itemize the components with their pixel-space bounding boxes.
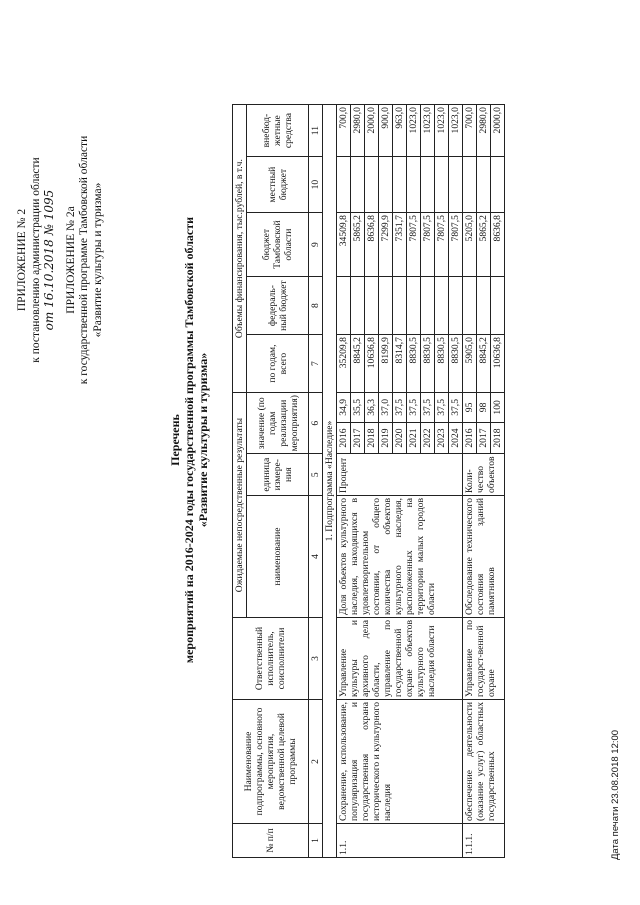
- handwritten-date-number: от 16.10.2018 № 1095: [42, 189, 56, 331]
- year-cell: 2016: [337, 422, 351, 454]
- federal-cell: [407, 277, 421, 335]
- local-cell: [463, 157, 477, 213]
- total-cell: 8199,9: [379, 335, 393, 393]
- document-title: [168, 0, 210, 880]
- regional-cell: 8636,8: [365, 213, 379, 277]
- total-cell: 5905,0: [463, 335, 477, 393]
- value-cell: 34,9: [337, 393, 351, 423]
- header-fin-federal: федераль-ный бюджет: [247, 277, 309, 335]
- local-cell: [351, 157, 365, 213]
- title-line2: мероприятий на 2016-2024 годы государственной программы Тамбовской области: [182, 216, 196, 664]
- extra-cell: 2000,0: [365, 105, 379, 157]
- federal-cell: [393, 277, 407, 335]
- header-res-name: наименование: [247, 496, 309, 618]
- row-result: Доля объектов культурного наследия, находящихся в удовлетворительном состоянии, от общего количества объектов культурного наследия, расположенных на территории малых городов области: [337, 496, 463, 618]
- row-1-1: [337, 105, 463, 858]
- row-unit: Процент: [337, 454, 463, 496]
- total-cell: 8314,7: [393, 335, 407, 393]
- local-cell: [435, 157, 449, 213]
- value-cell: 37,5: [407, 393, 421, 423]
- federal-cell: [337, 277, 351, 335]
- row-result: Обследование технического состояния зданий памятников: [463, 496, 505, 618]
- federal-cell: [463, 277, 477, 335]
- extra-cell: 2980,0: [477, 105, 491, 157]
- federal-cell: [365, 277, 379, 335]
- year-row: [463, 105, 477, 858]
- local-cell: [379, 157, 393, 213]
- value-cell: 36,3: [365, 393, 379, 423]
- appendix2-label: ПРИЛОЖЕНИЕ № 2а: [64, 206, 77, 314]
- regional-cell: 7351,7: [393, 213, 407, 277]
- regional-cell: 8636,8: [491, 213, 505, 277]
- extra-cell: 700,0: [463, 105, 477, 157]
- value-cell: 98: [477, 393, 491, 423]
- local-cell: [393, 157, 407, 213]
- local-cell: [477, 157, 491, 213]
- federal-cell: [491, 277, 505, 335]
- local-cell: [421, 157, 435, 213]
- header-fin-local: местный бюджет: [247, 157, 309, 213]
- regional-cell: 5205,0: [463, 213, 477, 277]
- print-date: Дата печати 23.08.2018 12:00: [610, 729, 621, 860]
- regional-cell: 7807,5: [435, 213, 449, 277]
- local-cell: [449, 157, 463, 213]
- value-cell: 35,5: [351, 393, 365, 423]
- col-number: 2: [309, 700, 323, 824]
- row-responsible: Управление культуры и архивного дела области, управление по государственной охране объектов культурного наследия области: [337, 618, 463, 700]
- program-name: «Развитие культуры и туризма»: [91, 182, 104, 338]
- total-cell: 8830,5: [407, 335, 421, 393]
- header-expected: Ожидаемые непосредственные результаты: [233, 393, 247, 618]
- federal-cell: [351, 277, 365, 335]
- header-financing: Объемы финансирования, тыс.рублей, в т.ч.: [233, 105, 247, 393]
- row-unit: Коли-чество объектов: [463, 454, 505, 496]
- federal-cell: [449, 277, 463, 335]
- regional-cell: 5865,2: [351, 213, 365, 277]
- extra-cell: 700,0: [337, 105, 351, 157]
- total-cell: 8845,2: [351, 335, 365, 393]
- col-number: 8: [309, 277, 323, 335]
- year-cell: 2019: [379, 422, 393, 454]
- total-cell: 10636,8: [365, 335, 379, 393]
- federal-cell: [379, 277, 393, 335]
- subprogram-title: 1. Подпрограмма «Наследие»: [323, 105, 337, 858]
- extra-cell: 2000,0: [491, 105, 505, 157]
- row-responsible: Управление по государст-венной охране: [463, 618, 505, 700]
- title-line3: «Развитие культуры и туризма»: [196, 352, 210, 528]
- local-cell: [491, 157, 505, 213]
- federal-cell: [421, 277, 435, 335]
- total-cell: 8830,5: [435, 335, 449, 393]
- header-num: № п/п: [233, 824, 309, 858]
- regional-cell: 5865,2: [477, 213, 491, 277]
- col-number: 10: [309, 157, 323, 213]
- col-number: 1: [309, 824, 323, 858]
- extra-cell: 900,0: [379, 105, 393, 157]
- year-row: [337, 105, 351, 858]
- extra-cell: 2980,0: [351, 105, 365, 157]
- header-res-value: значение (по годам реализации мероприятия): [247, 393, 309, 454]
- regional-cell: 7807,5: [421, 213, 435, 277]
- regional-cell: 7807,5: [407, 213, 421, 277]
- year-cell: 2017: [477, 422, 491, 454]
- year-cell: 2020: [393, 422, 407, 454]
- col-number: 6: [309, 393, 323, 454]
- row-name: обеспечение деятельности (оказание услуг) областных государственных: [463, 700, 505, 824]
- value-cell: 95: [463, 393, 477, 423]
- column-numbers-row: [309, 105, 323, 858]
- local-cell: [407, 157, 421, 213]
- col-number: 4: [309, 496, 323, 618]
- extra-cell: 1023,0: [421, 105, 435, 157]
- decree-ref: к постановлению администрации области: [29, 157, 42, 363]
- header-fin-extra: внебюд-жетные средства: [247, 105, 309, 157]
- year-cell: 2018: [491, 422, 505, 454]
- col-number: 3: [309, 618, 323, 700]
- regional-cell: 34509,8: [337, 213, 351, 277]
- total-cell: 8830,5: [449, 335, 463, 393]
- extra-cell: 1023,0: [435, 105, 449, 157]
- col-number: 7: [309, 335, 323, 393]
- value-cell: 37,5: [393, 393, 407, 423]
- appendix-header: [16, 130, 105, 390]
- measures-table: [232, 104, 505, 858]
- col-number: 11: [309, 105, 323, 157]
- col-number: 9: [309, 213, 323, 277]
- value-cell: 37,5: [435, 393, 449, 423]
- value-cell: 37,0: [379, 393, 393, 423]
- federal-cell: [477, 277, 491, 335]
- row-name: Сохранение, использование, популяризация и государственная охрана исторического и культурного наследия: [337, 700, 463, 824]
- row-num: 1.1.1.: [463, 824, 505, 858]
- year-cell: 2023: [435, 422, 449, 454]
- value-cell: 37,5: [421, 393, 435, 423]
- value-cell: 37,5: [449, 393, 463, 423]
- year-cell: 2024: [449, 422, 463, 454]
- extra-cell: 1023,0: [449, 105, 463, 157]
- local-cell: [337, 157, 351, 213]
- title-line1: Перечень: [168, 414, 182, 466]
- header-responsible: Ответственный исполнитель, соисполнители: [233, 618, 309, 700]
- header-fin-total: по годам, всего: [247, 335, 309, 393]
- row-1-1-1: [463, 105, 505, 858]
- extra-cell: 963,0: [393, 105, 407, 157]
- year-cell: 2021: [407, 422, 421, 454]
- header-fin-regional: бюджет Тамбовской области: [247, 213, 309, 277]
- appendix-label: ПРИЛОЖЕНИЕ № 2: [16, 208, 28, 312]
- year-cell: 2018: [365, 422, 379, 454]
- extra-cell: 1023,0: [407, 105, 421, 157]
- year-cell: 2016: [463, 422, 477, 454]
- year-cell: 2017: [351, 422, 365, 454]
- local-cell: [365, 157, 379, 213]
- regional-cell: 7299,9: [379, 213, 393, 277]
- total-cell: 8845,2: [477, 335, 491, 393]
- regional-cell: 7807,5: [449, 213, 463, 277]
- year-cell: 2022: [421, 422, 435, 454]
- total-cell: 10636,8: [491, 335, 505, 393]
- header-res-unit: единица измере-ния: [247, 454, 309, 496]
- value-cell: 100: [491, 393, 505, 423]
- program-ref: к государственной программе Тамбовской области: [78, 135, 90, 385]
- total-cell: 35209,8: [337, 335, 351, 393]
- federal-cell: [435, 277, 449, 335]
- col-number: 5: [309, 454, 323, 496]
- header-name: Наименование подпрограммы, основного мероприятия, ведомственной целевой программы: [233, 700, 309, 824]
- row-num: 1.1.: [337, 824, 463, 858]
- total-cell: 8830,5: [421, 335, 435, 393]
